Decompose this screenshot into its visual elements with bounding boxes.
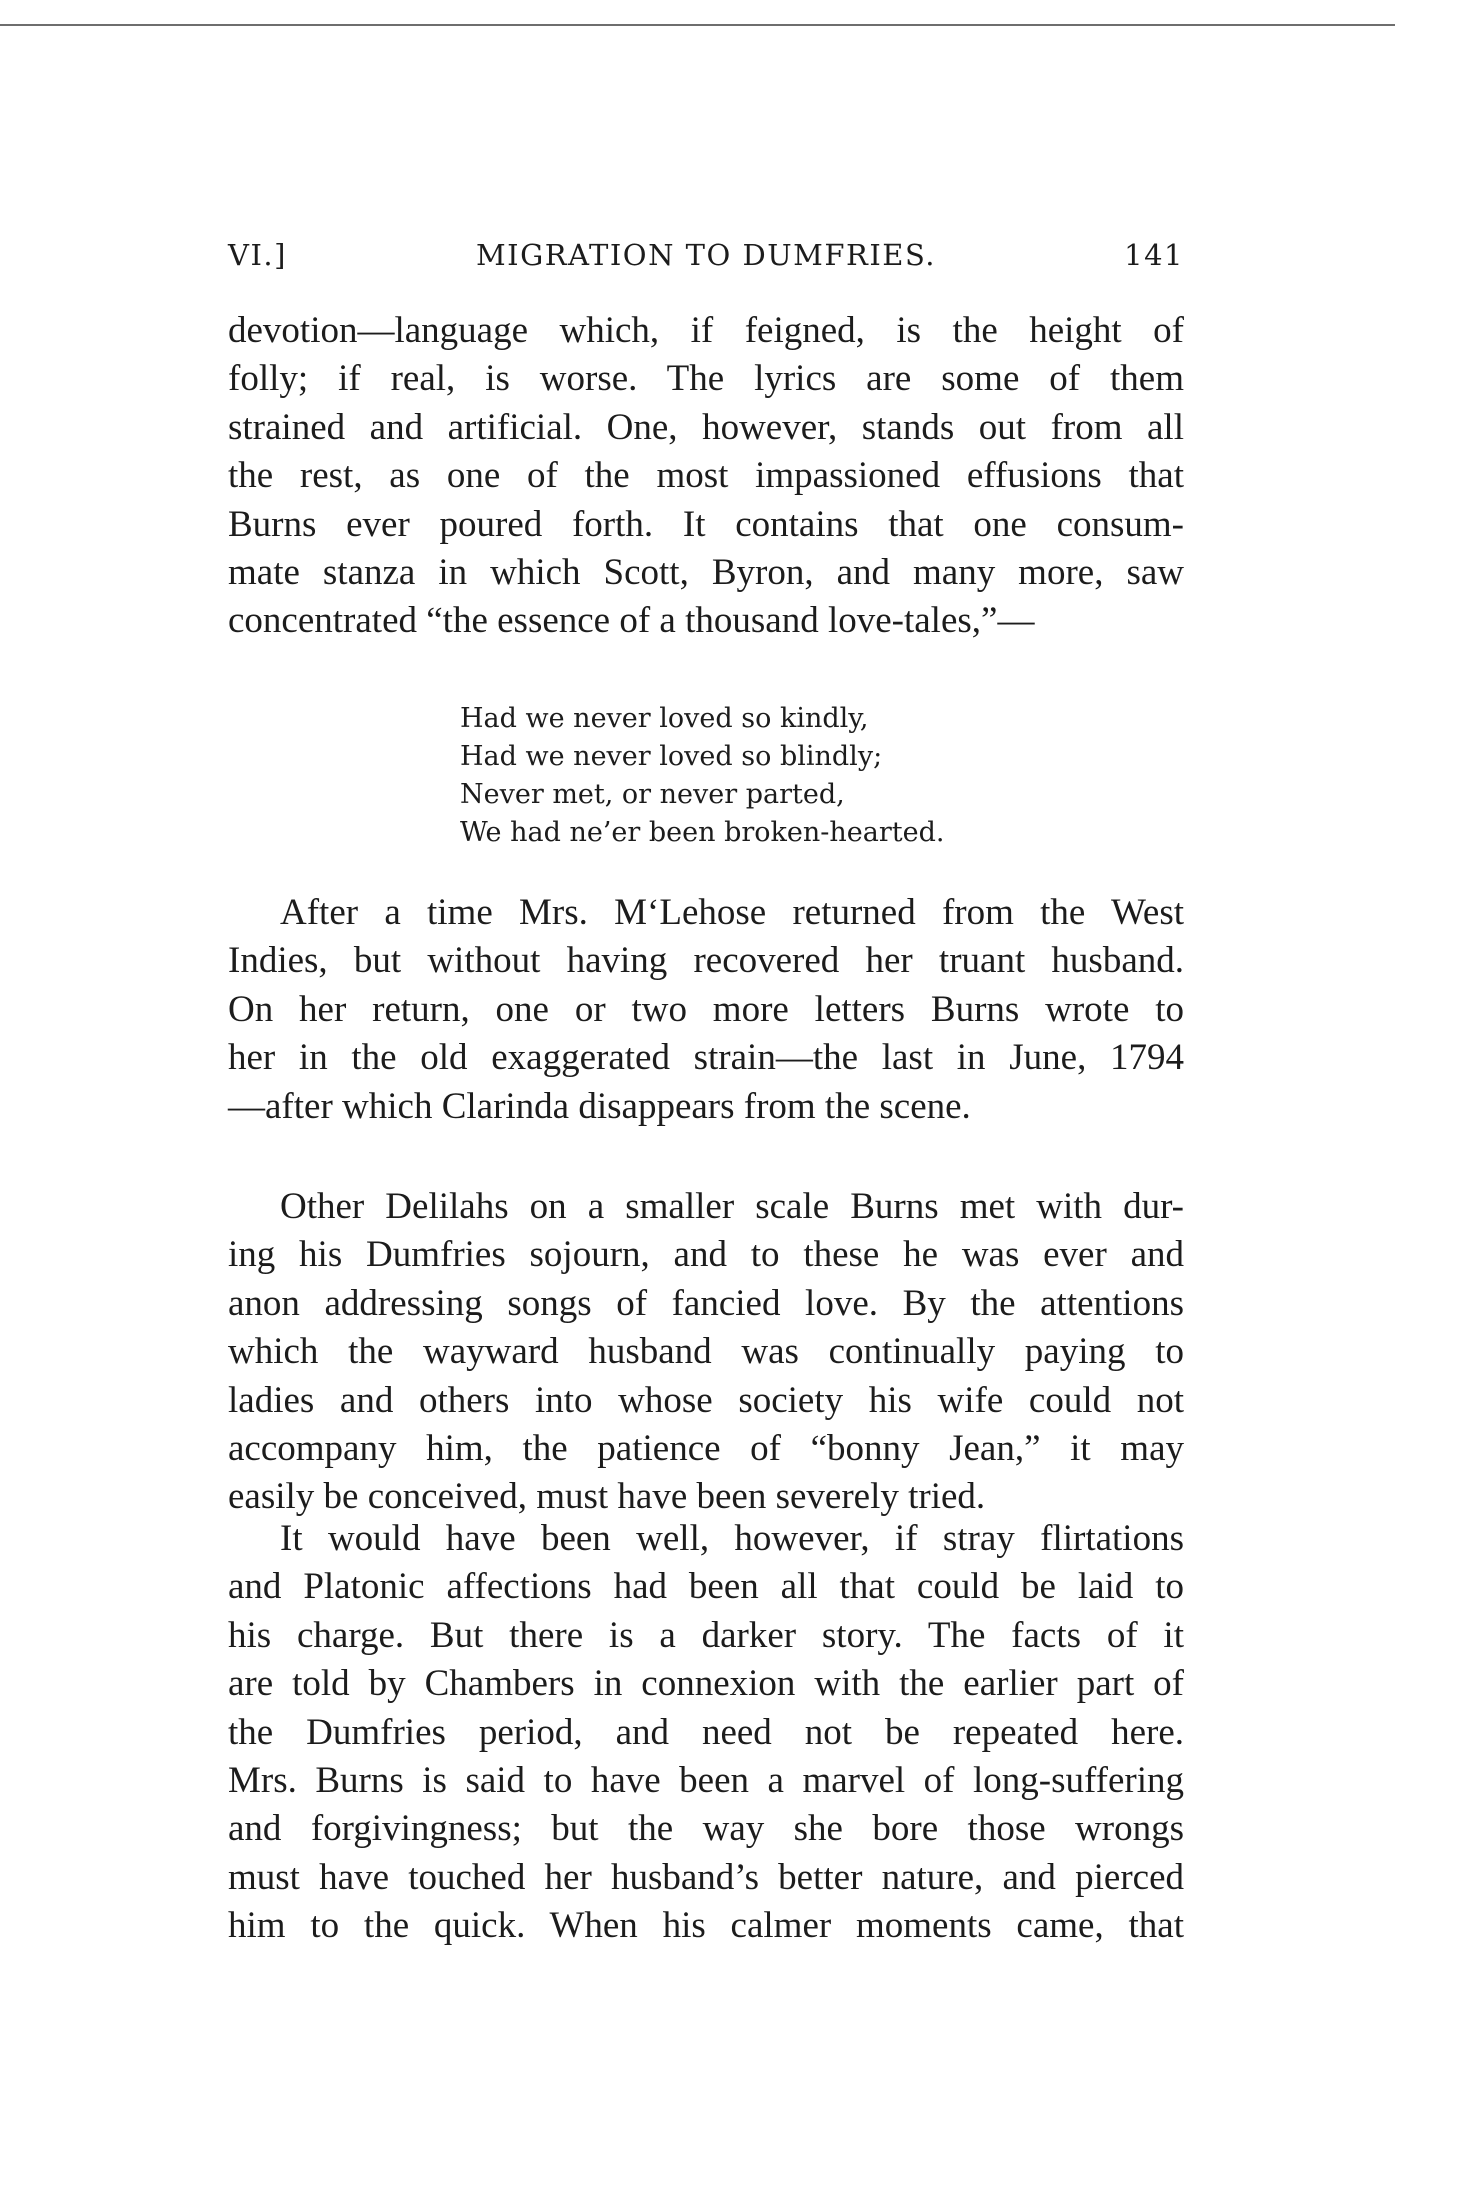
chapter-marker: VI.] — [228, 238, 287, 272]
text-line: Burns ever poured forth. It contains that one consum- — [228, 503, 1184, 545]
text-line: folly; if real, is worse. The lyrics are some of them — [228, 358, 1184, 400]
text-line: him to the quick. When his calmer moments came, that — [228, 1905, 1184, 1947]
text-line: concentrated “the essence of a thousand love-tales,”— — [228, 600, 1035, 642]
text-line: the rest, as one of the most impassioned effusions that — [228, 455, 1184, 497]
text-line: devotion—language which, if feigned, is the height of — [228, 310, 1184, 351]
running-head — [228, 238, 1184, 278]
verse-line: Never met, or never parted, — [460, 779, 845, 810]
verse-quotation — [460, 700, 944, 852]
text-line: After a time Mrs. M‘Lehose returned from the West — [280, 892, 1184, 933]
paragraph-1 — [228, 307, 1184, 646]
text-line: and Platonic affections had been all that could be laid to — [228, 1566, 1184, 1608]
text-line: must have touched her husband’s better nature, and pierced — [228, 1856, 1184, 1898]
text-line: and forgivingness; but the way she bore those wrongs — [228, 1808, 1184, 1850]
paragraph-2 — [228, 889, 1184, 1131]
text-line: his charge. But there is a darker story. The facts of it — [228, 1614, 1184, 1656]
verse-line: Had we never loved so blindly; — [460, 741, 883, 772]
verse-line: We had ne’er been broken-hearted. — [460, 817, 945, 848]
text-line: mate stanza in which Scott, Byron, and many more, saw — [228, 552, 1184, 594]
paragraph-4 — [228, 1515, 1184, 1951]
text-line: accompany him, the patience of “bonny Jean,” it may — [228, 1428, 1184, 1470]
text-line: ing his Dumfries sojourn, and to these he was ever and — [228, 1234, 1184, 1276]
text-line: which the wayward husband was continually paying to — [228, 1331, 1184, 1373]
text-line: ladies and others into whose society his wife could not — [228, 1379, 1184, 1421]
text-line: the Dumfries period, and need not be repeated here. — [228, 1711, 1184, 1753]
page-top-edge — [0, 24, 1395, 26]
text-line: It would have been well, however, if stray flirtations — [280, 1518, 1184, 1559]
verse-line: Had we never loved so kindly, — [460, 703, 869, 734]
text-line: Other Delilahs on a smaller scale Burns met with dur- — [280, 1186, 1184, 1227]
text-line: Indies, but without having recovered her truant husband. — [228, 940, 1184, 982]
text-line: strained and artificial. One, however, stands out from all — [228, 406, 1184, 448]
text-line: On her return, one or two more letters Burns wrote to — [228, 988, 1184, 1030]
text-line: Mrs. Burns is said to have been a marvel of long-suffering — [228, 1760, 1184, 1802]
paragraph-3 — [228, 1183, 1184, 1522]
text-line: easily be conceived, must have been severely tried. — [228, 1476, 986, 1518]
text-line: anon addressing songs of fancied love. By the attentions — [228, 1282, 1184, 1324]
text-line: —after which Clarinda disappears from the scene. — [228, 1085, 971, 1127]
page-number: 141 — [1124, 238, 1184, 272]
text-line: her in the old exaggerated strain—the last in June, 1794 — [228, 1037, 1184, 1079]
text-line: are told by Chambers in connexion with the earlier part of — [228, 1663, 1184, 1705]
running-title: MIGRATION TO DUMFRIES. — [475, 238, 937, 272]
